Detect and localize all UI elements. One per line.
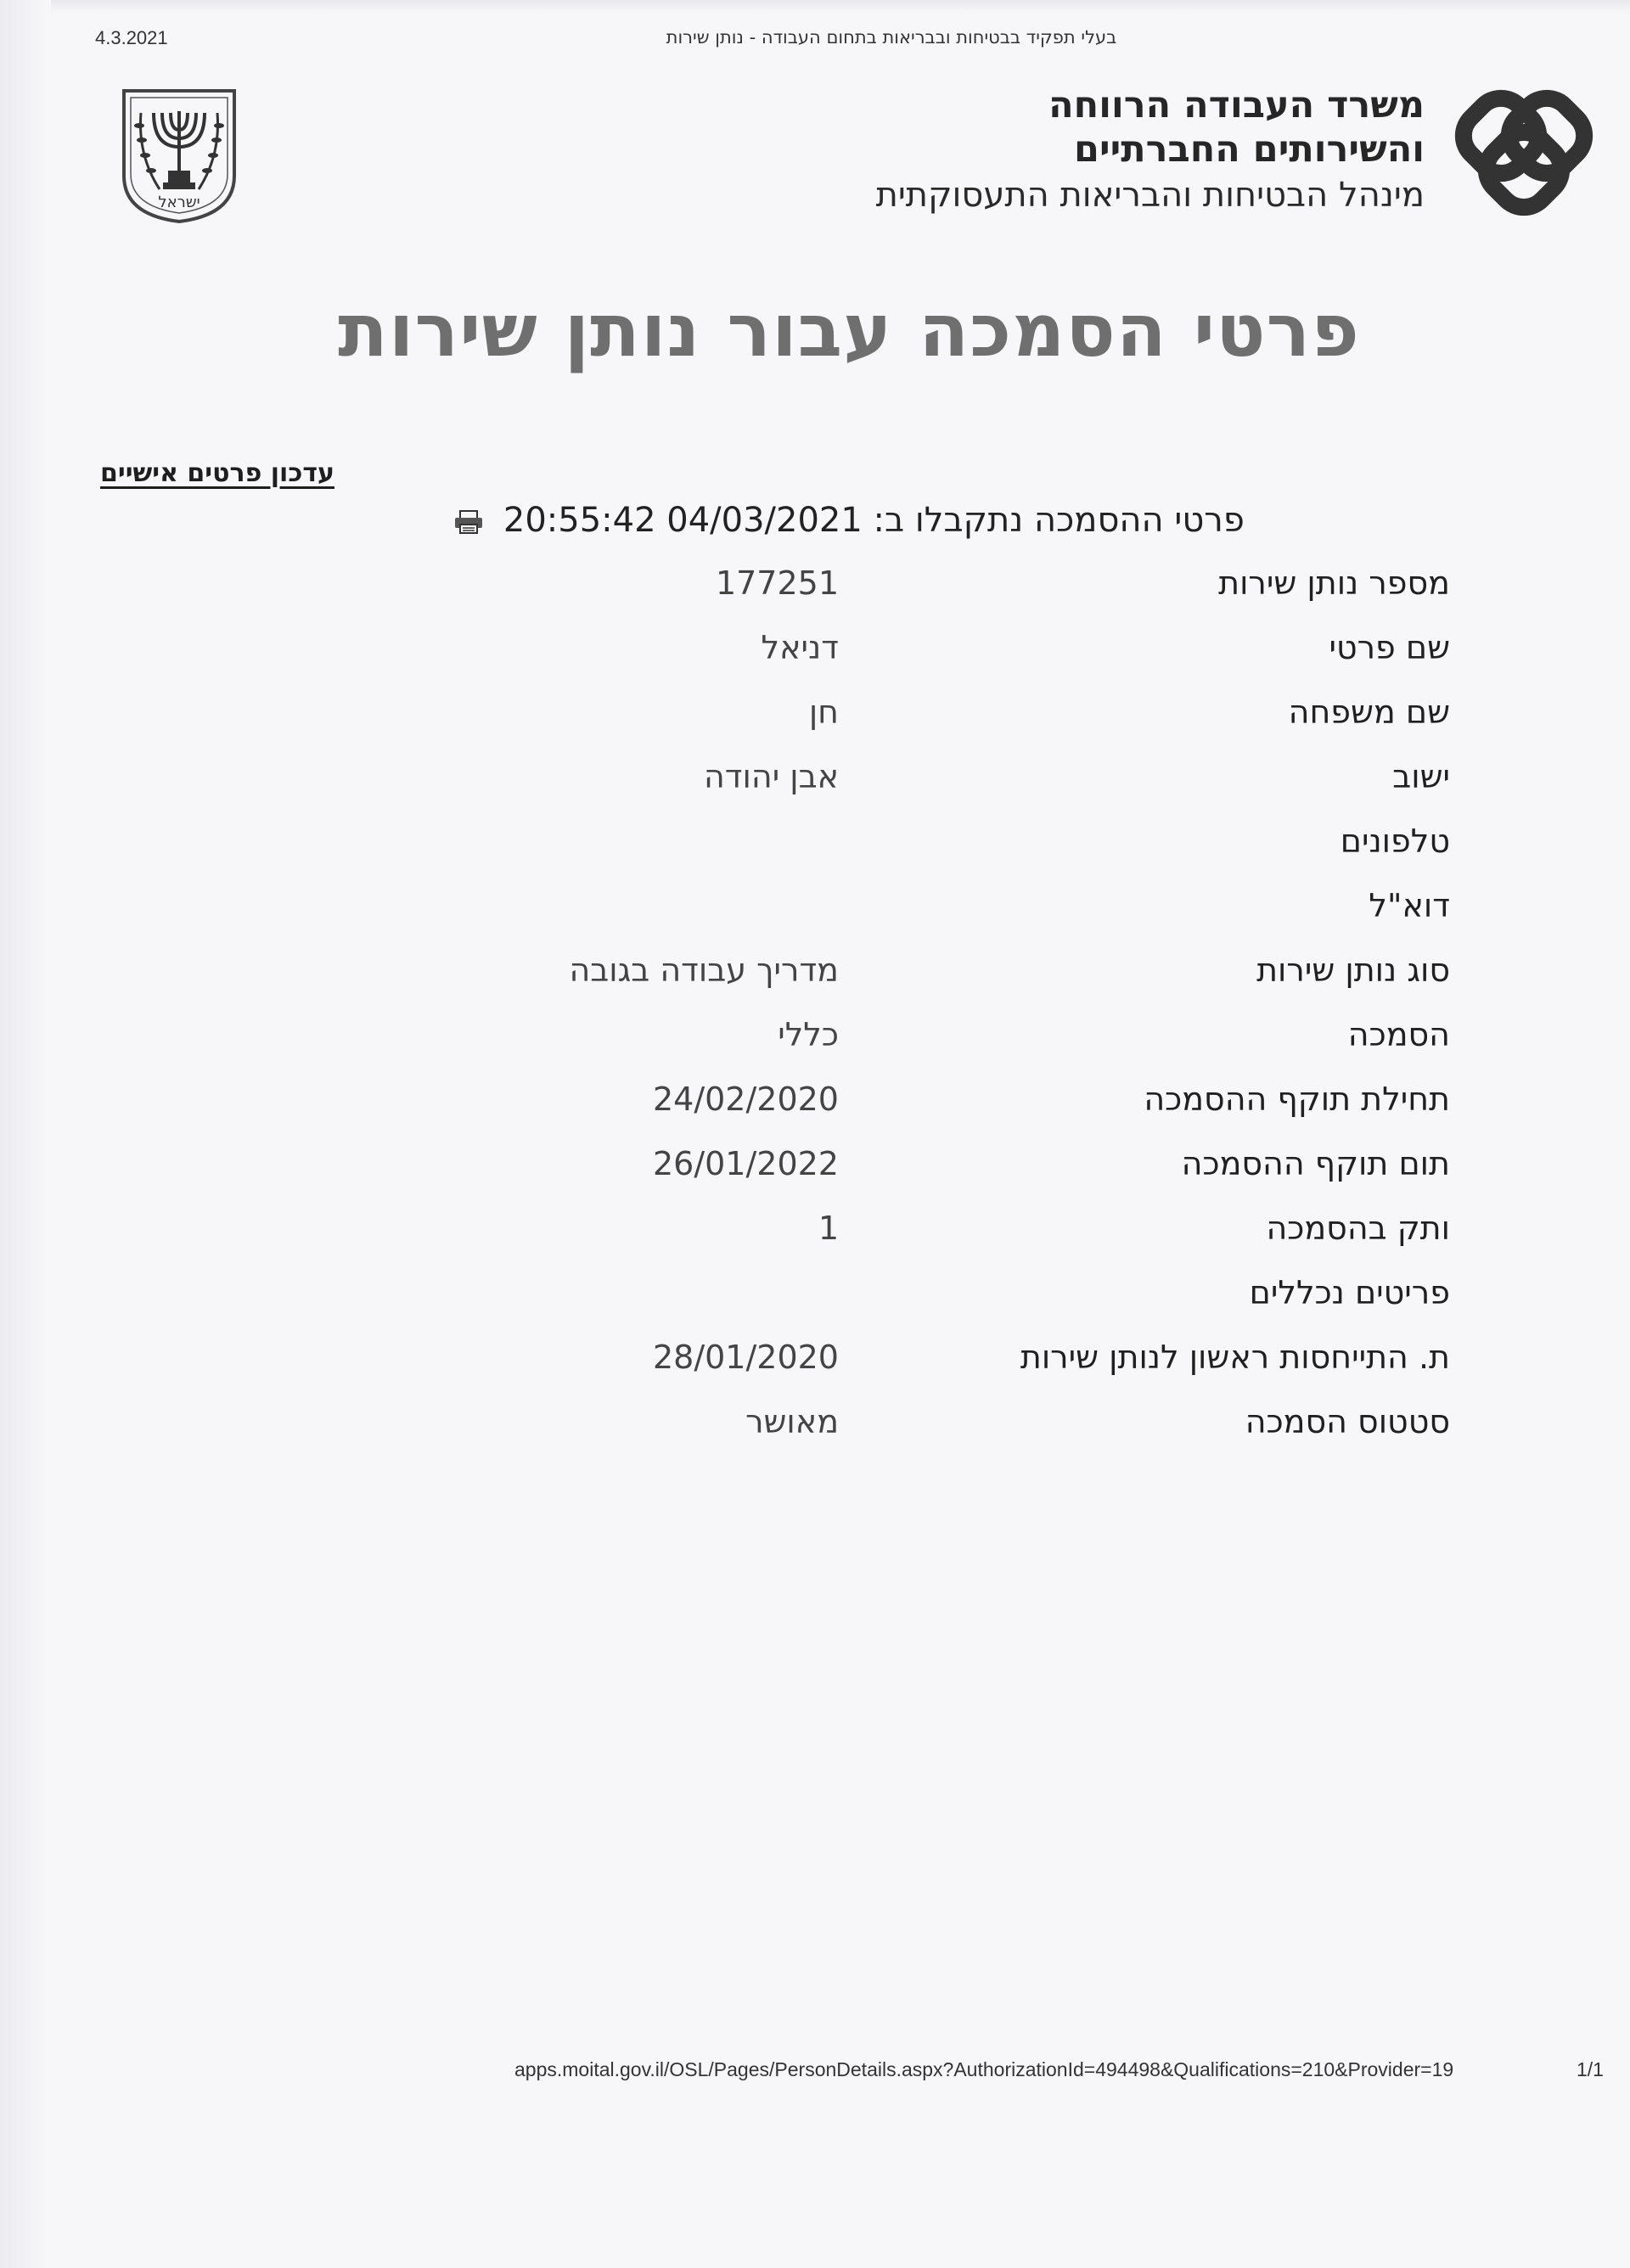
detail-label: ישוב [1392,758,1450,795]
detail-label: מספר נותן שירות [1218,564,1450,602]
detail-label: ותק בהסמכה [1266,1210,1450,1247]
detail-value: 26/01/2022 [652,1145,839,1182]
detail-label: דוא"ל [1369,887,1450,924]
footer-url: apps.moital.gov.il/OSL/Pages/PersonDetails.aspx?AuthorizationId=494498&Qualifications=210&Provider=19 [514,2058,1454,2080]
page-title: פרטי הסמכה עבור נותן שירות [338,289,1360,373]
detail-row [0,1339,1630,1403]
detail-label: תום תוקף ההסמכה [1181,1145,1450,1182]
detail-value: מאושר [745,1403,839,1440]
printer-icon[interactable] [453,509,484,535]
detail-row [0,1145,1630,1210]
detail-label: תחילת תוקף ההסמכה [1144,1081,1450,1118]
detail-value: 24/02/2020 [652,1081,839,1118]
footer-page-number: 1/1 [1577,2058,1604,2080]
ministry-name [660,83,1425,219]
detail-label: ת. התייחסות ראשון לנותן שירות [1020,1339,1450,1376]
print-date: 4.3.2021 [95,27,168,48]
state-emblem-icon [119,87,239,225]
detail-value: 177251 [715,564,839,602]
scan-edge-top [0,0,1630,12]
detail-row [0,952,1630,1016]
detail-value: 1 [818,1210,839,1247]
detail-label: טלפונים [1340,822,1450,860]
detail-row [0,822,1630,887]
authorization-details [0,564,1630,1468]
detail-value: מדריך עבודה בגובה [569,952,839,989]
emblem-caption: ישראל [158,194,200,211]
detail-label: סוג נותן שירות [1256,952,1450,989]
detail-row [0,1081,1630,1145]
received-timestamp [424,501,1273,540]
detail-row [0,1403,1630,1468]
detail-value: דניאל [761,629,839,666]
detail-label: סטטוס הסמכה [1245,1403,1450,1440]
detail-row [0,693,1630,758]
ministry-line-2: והשירותים החברתיים [1074,128,1425,171]
detail-value: כללי [778,1016,839,1053]
detail-row [0,629,1630,693]
detail-value: חן [808,693,839,731]
detail-row [0,1210,1630,1274]
detail-value: אבן יהודה [703,758,839,795]
detail-row [0,758,1630,822]
detail-row [0,887,1630,952]
detail-label: שם משפחה [1288,693,1450,731]
detail-row [0,1274,1630,1339]
print-header-title: בעלי תפקיד בבטיחות ובבריאות בתחום העבודה - נותן שירות [666,27,1117,48]
detail-label: פריטים נכללים [1249,1274,1450,1311]
update-personal-details-link[interactable]: עדכון פרטים אישיים [100,458,334,488]
detail-label: שם פרטי [1329,629,1450,666]
received-text: פרטי ההסמכה נתקבלו ב: 04/03/2021 20:55:42 [503,501,1245,540]
detail-row [0,1016,1630,1081]
detail-label: הסמכה [1347,1016,1450,1053]
detail-row [0,564,1630,629]
detail-value: 28/01/2020 [652,1339,839,1376]
ministry-line-1: משרד העבודה הרווחה [1048,84,1425,126]
ministry-line-3: מינהל הבטיחות והבריאות התעסוקתית [875,176,1425,215]
ministry-logo-icon [1452,85,1596,221]
